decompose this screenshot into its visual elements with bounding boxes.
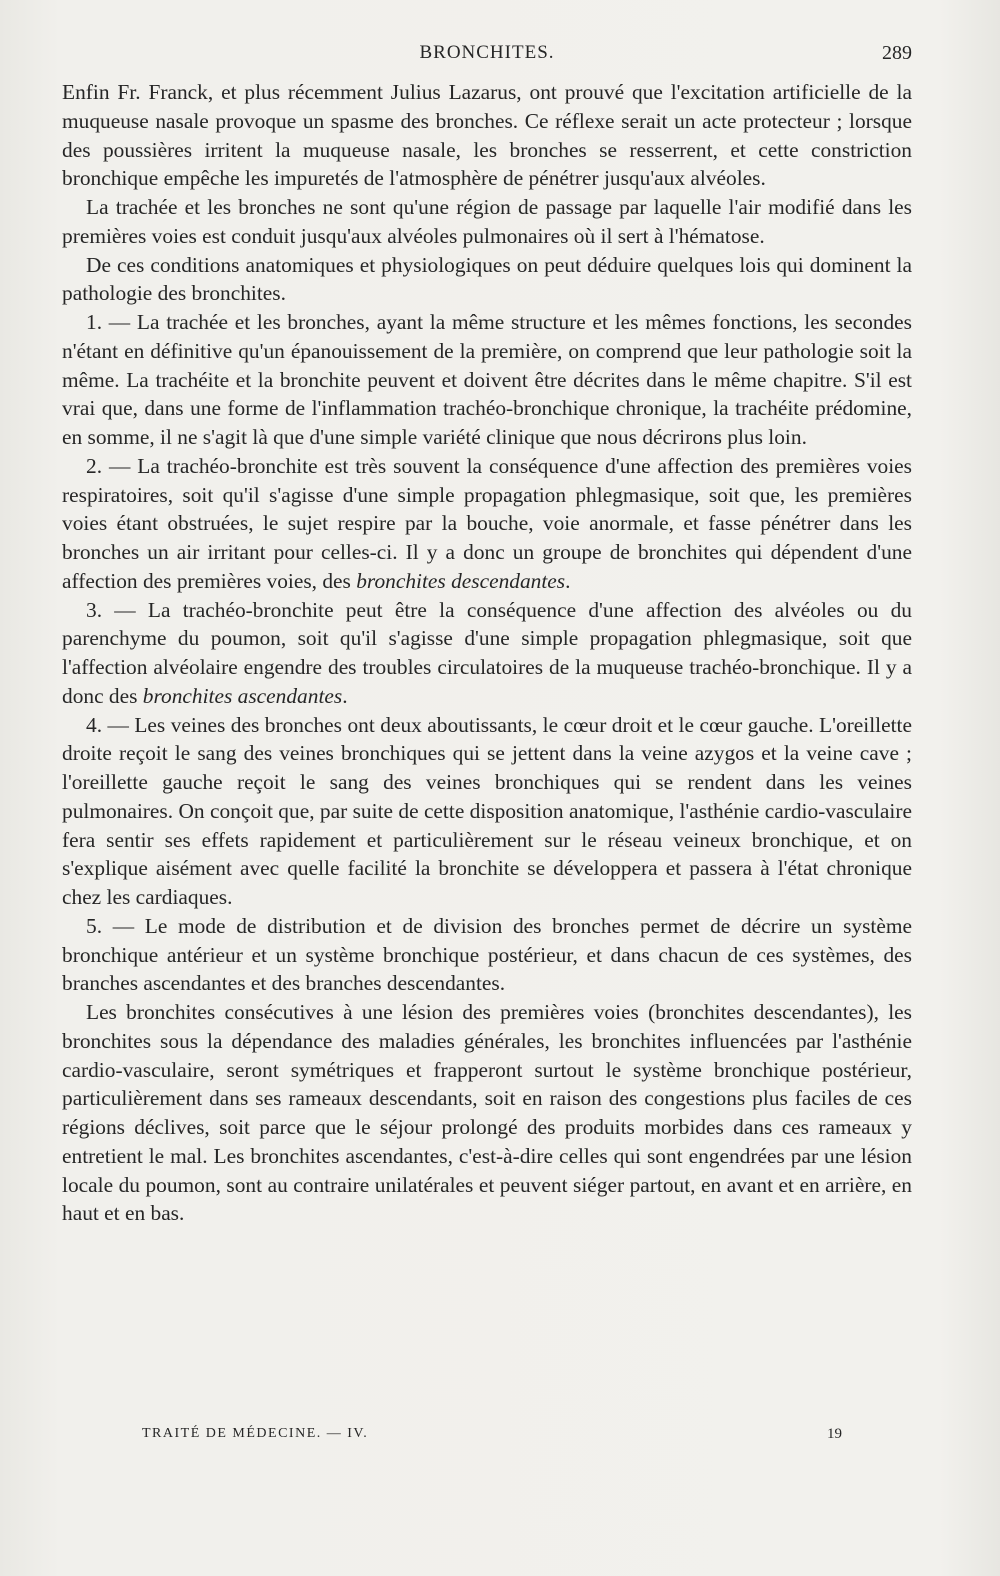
paragraph — [62, 251, 912, 309]
paragraph-text: 4. — Les veines des bronches ont deux aboutissants, le cœur droit et le cœur gauche. L'oreillette droite reçoit le sang des veines bronchiques qui se jettent dans la veine azygos et la veine cave ; l'oreillette gauche reçoit le sang des veines bronchiques qui se rendent dans les veines pulmonaires. On conçoit que, par suite de cette disposition anatomique, l'asthénie cardio-vasculaire fera sentir ses effets rapidement et particulièrement sur le réseau veineux bronchique, et on s'explique aisément avec quelle facilité la bronchite se développera et passera à l'état chronique chez les cardiaques. — [62, 712, 912, 909]
page-header — [62, 42, 912, 72]
paragraph-text: La trachée et les bronches ne sont qu'une région de passage par laquelle l'air modifié dans les premières voies est conduit jusqu'aux alvéoles pulmonaires où il sert à l'hématose. — [62, 195, 912, 248]
paragraph — [62, 912, 912, 998]
body-text — [62, 78, 912, 1228]
paragraph — [62, 308, 912, 452]
paragraph — [62, 711, 912, 912]
paragraph-text: 2. — La trachéo-bronchite est très souvent la conséquence d'une affection des premières voies respiratoires, soit qu'il s'agisse d'une simple propagation phlegmasique, soit que, les premières voies étant obstruées, le sujet respire par la bouche, voie anormale, et fasse pénétrer dans les bronches un air irritant pour celles-ci. Il y a donc un groupe de bronchites qui dépendent d'une affection des premières voies, des — [62, 453, 912, 593]
paragraph-text: 5. — Le mode de distribution et de division des bronches permet de décrire un système bronchique antérieur et un système bronchique postérieur, et dans chacun de ces systèmes, des branches ascendantes et des branches descendantes. — [62, 913, 912, 996]
italic-text: bronchites descendantes — [356, 568, 566, 593]
paragraph — [62, 596, 912, 711]
paragraph-text: . — [342, 683, 348, 708]
paragraph-text: 1. — La trachée et les bronches, ayant la même structure et les mêmes fonctions, les secondes n'étant en définitive qu'un épanouissement de la première, on comprend que leur pathologie soit la même. La trachéite et la bronchite peuvent et doivent être décrites dans le même chapitre. S'il est vrai que, dans une forme de l'inflammation trachéo-bronchique chronique, la trachéite prédomine, en somme, il ne s'agit là que d'une simple variété clinique que nous décrirons plus loin. — [62, 310, 912, 449]
footer-book-title: TRAITÉ DE MÉDECINE. — IV. — [142, 1426, 369, 1441]
italic-text: bronchites ascendantes — [142, 683, 343, 708]
paragraph-text: 3. — La trachéo-bronchite peut être la conséquence d'une affection des alvéoles ou du parenchyme du poumon, soit qu'il s'agisse d'une simple propagation phlegmasique, soit que l'affection alvéolaire engendre des troubles circulatoires de la muqueuse trachéo-bronchique. Il y a donc des — [62, 597, 912, 708]
running-head: BRONCHITES. — [419, 42, 555, 63]
paragraph — [62, 452, 912, 596]
signature-mark: 19 — [827, 1426, 842, 1442]
paragraph-text: . — [565, 568, 571, 593]
paragraph — [62, 78, 912, 193]
paragraph-text: Les bronchites consécutives à une lésion des premières voies (bronchites descendantes), les bronchites sous la dépendance des maladies générales, les bronchites influencées par l'asthénie cardio-vasculaire, seront symétriques et frapperont surtout le système bronchique postérieur, particulièrement dans ses rameaux descendants, soit en raison des congestions plus faciles de ces régions déclives, soit parce que le séjour prolongé des produits morbides dans ces rameaux y entretient le mal. Les bronchites ascendantes, c'est-à-dire celles qui sont engendrées par une lésion locale du poumon, sont au contraire unilatérales et peuvent siéger partout, en avant et en arrière, en haut et en bas. — [62, 1000, 912, 1226]
paragraph-text: Enfin Fr. Franck, et plus récemment Julius Lazarus, ont prouvé que l'excitation artificielle de la muqueuse nasale provoque un spasme des bronches. Ce réflexe serait un acte protecteur ; lorsque des poussières irritent la muqueuse nasale, les bronches se resserrent, et cette constriction bronchique empêche les impuretés de l'atmosphère de pénétrer jusqu'aux alvéoles. — [62, 80, 912, 191]
page-number: 289 — [882, 42, 912, 64]
paragraph — [62, 193, 912, 251]
paragraph-text: De ces conditions anatomiques et physiologiques on peut déduire quelques lois qui dominent la pathologie des bronchites. — [62, 252, 912, 306]
paragraph — [62, 998, 912, 1228]
page-footer — [142, 1426, 842, 1450]
